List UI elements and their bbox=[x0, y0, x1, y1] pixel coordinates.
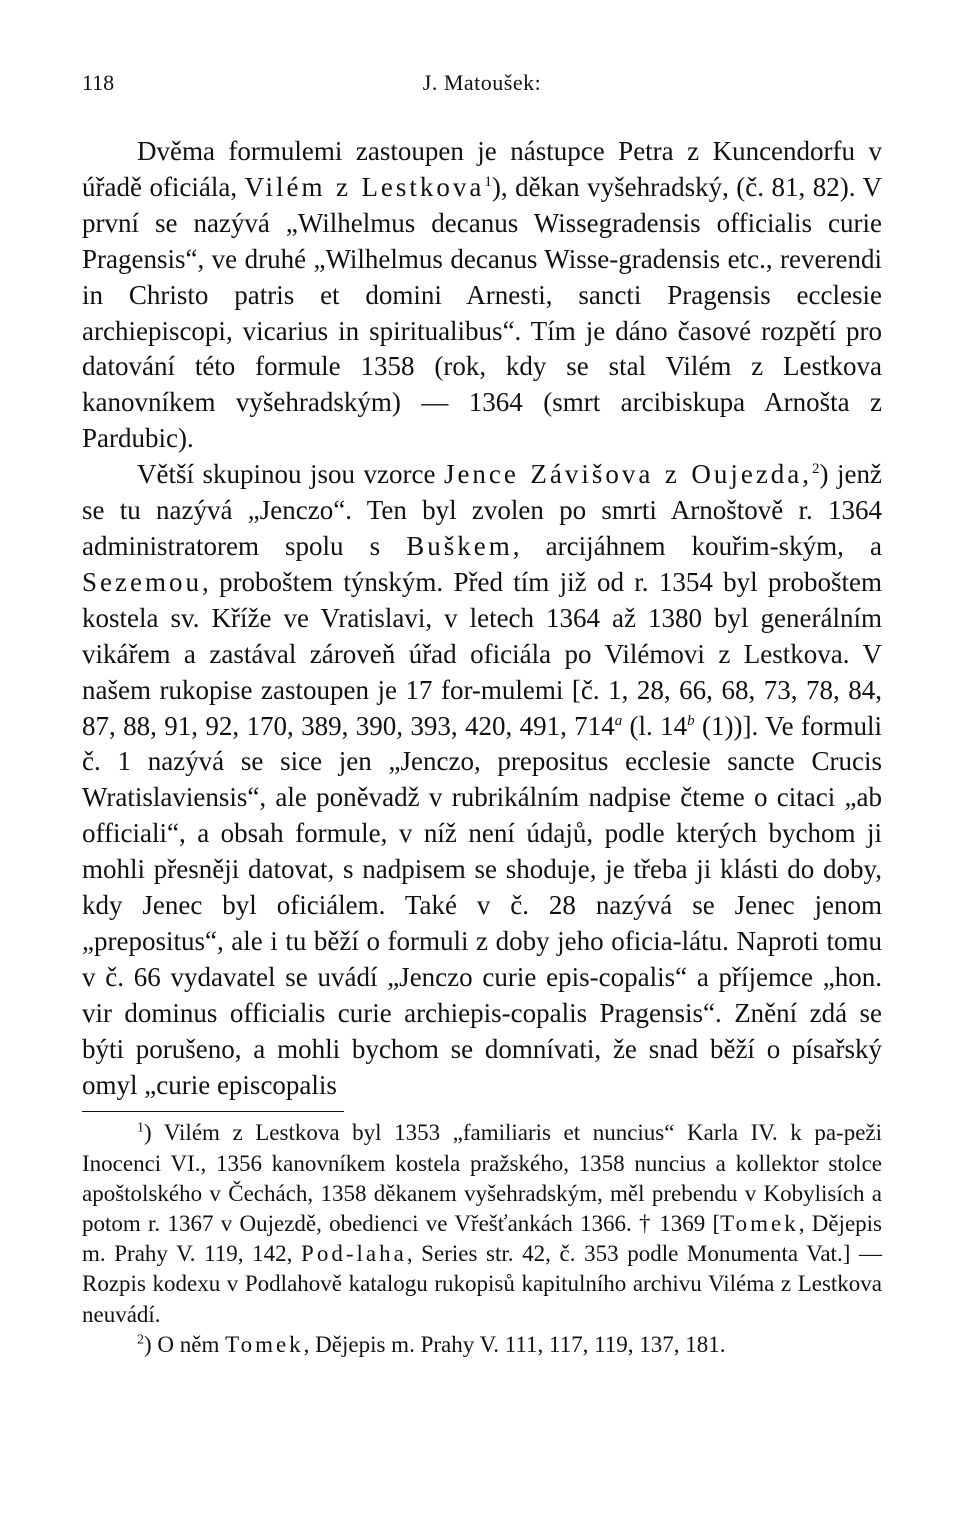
text-run: ) Vilém z Lestkova byl 1353 „familiaris et nuncius“ Karla IV. k pa-peži Inocenci VI., 1356 kanovníkem kostela pražského, 1358 nuncius a kollektor stolce apoštolského v Čechách, 1358 děkanem vyšehradským, měl prebendu v Kobylisích a potom r. 1367 v Oujezdě, obedienci ve Vřešťankách 1366. † 1369 [ bbox=[82, 1120, 882, 1237]
footnote-marker: 2 bbox=[137, 1332, 144, 1348]
page-number: 118 bbox=[82, 70, 115, 95]
spaced-name: Jence Závišova z Oujezda, bbox=[443, 459, 813, 490]
footnote bbox=[82, 1330, 882, 1360]
paragraph bbox=[82, 134, 882, 457]
superscript: a bbox=[614, 712, 623, 729]
text-run: , Dějepis m. Prahy V. 111, 117, 119, 137, 181. bbox=[303, 1331, 726, 1357]
body-text bbox=[82, 134, 882, 1103]
superscript: b bbox=[687, 712, 695, 729]
spaced-name: Vilém z Lestkova bbox=[244, 171, 485, 202]
footnotes bbox=[82, 1118, 882, 1360]
text-run: , Series str. 42, č. 353 podle Monumenta Vat.] — Rozpis kodexu v Podlahově katalogu rukopisů kapitulního archivu Viléma z Lestkova neuvádí. bbox=[82, 1241, 882, 1327]
spaced-name: Pod-laha bbox=[301, 1241, 407, 1267]
running-head: J. Matoušek: bbox=[422, 70, 542, 95]
document-page bbox=[82, 70, 882, 1360]
footnote-rule bbox=[82, 1111, 344, 1112]
spaced-name: Tomek bbox=[225, 1331, 304, 1357]
text-run: ) O něm bbox=[144, 1331, 226, 1357]
spaced-name: Tomek bbox=[720, 1211, 799, 1237]
text-run: Větší skupinou jsou vzorce bbox=[137, 459, 444, 490]
text-run: , arcijáhnem kouřim-ským, a bbox=[512, 530, 882, 561]
footnote bbox=[82, 1118, 882, 1329]
text-run: , Dějepis m. Prahy V. 119, 142, bbox=[82, 1211, 882, 1267]
superscript: 2 bbox=[812, 461, 820, 478]
paragraph bbox=[82, 457, 882, 1103]
footnote-marker: 1 bbox=[137, 1120, 144, 1136]
page-header bbox=[82, 70, 882, 96]
spaced-name: Sezemou bbox=[82, 566, 202, 597]
text-run: Dvěma formulemi zastoupen je nástupce Petra z Kuncendorfu v úřadě oficiála, bbox=[82, 136, 882, 202]
text-run: ) jenž se tu nazývá „Jenczo“. Ten byl zvolen po smrti Arnoštově r. 1364 administratorem spolu s bbox=[82, 459, 883, 561]
text-run: ), děkan vyšehradský, (č. 81, 82). V první se nazývá „Wilhelmus decanus Wissegradensis officialis curie Pragensis“, ve druhé „Wilhelmus decanus Wisse-gradensis etc., reverendi in Christo patris et domini Arnesti, sancti Pragensis ecclesie archiepiscopi, vicarius in spiritualibus“. Tím je dáno časové rozpětí pro datování této formule 1358 (rok, kdy se stal Vilém z Lestkova kanovníkem vyšehradským) — 1364 (smrt arcibiskupa Arnošta z Pardubic). bbox=[82, 171, 882, 454]
superscript: 1 bbox=[484, 173, 492, 190]
text-run: (l. 14 bbox=[622, 710, 688, 741]
text-run: , proboštem týnským. Před tím již od r. 1354 byl proboštem kostela sv. Kříže ve Vratislavi, v letech 1364 až 1380 byl generálním vikářem a zastával zároveň úřad oficiála po Vilémovi z Lestkova. V našem rukopise zastoupen je 17 for-mulemi [č. 1, 28, 66, 68, 73, 78, 84, 87, 88, 91, 92, 170, 389, 390, 393, 420, 491, 714 bbox=[82, 566, 882, 741]
spaced-name: Buškem bbox=[406, 530, 513, 561]
text-run: (1))]. Ve formuli č. 1 nazývá se sice jen „Jenczo, prepositus ecclesie sancte Crucis Wratislaviensis“, ale poněvadž v rubrikálním nadpise čteme o citaci „ab officiali“, a obsah formule, v níž není údajů, podle kterých bychom ji mohli přesněji datovat, s nadpisem se shoduje, je třeba ji klásti do doby, kdy Jenec byl oficiálem. Také v č. 28 nazývá se Jenec jenom „prepositus“, ale i tu běží o formuli z doby jeho oficia-látu. Naproti tomu v č. 66 vydavatel se uvádí „Jenczo curie epis-copalis“ a příjemce „hon. vir dominus officialis curie archiepis-copalis Pragensis“. Znění zdá se býti porušeno, a mohli bychom se domnívati, že snad běží o písařský omyl „curie episcopalis bbox=[82, 710, 882, 1100]
